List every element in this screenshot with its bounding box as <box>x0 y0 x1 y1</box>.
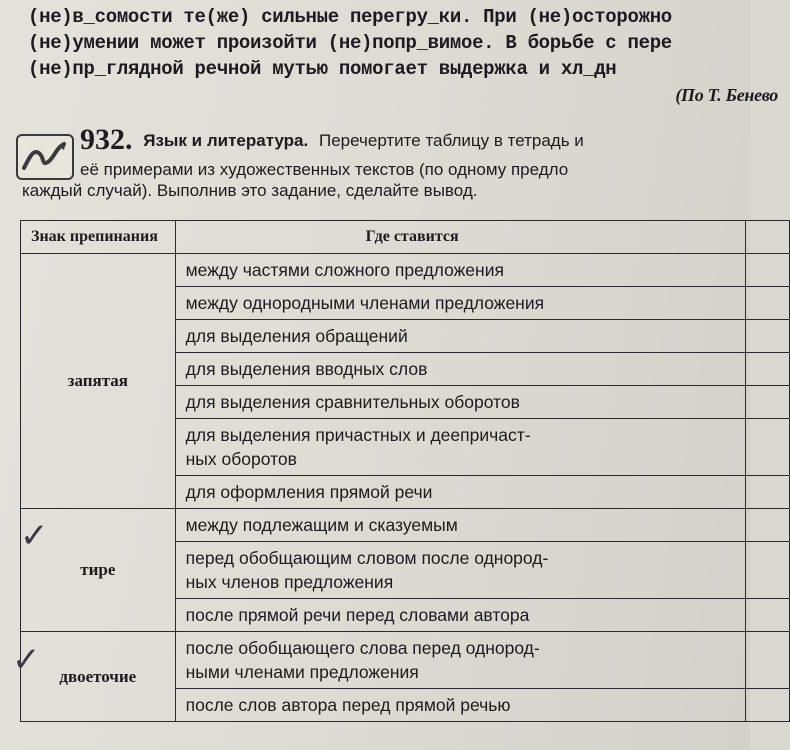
example-cell <box>746 254 790 287</box>
text-line-2: (не)умении может произойти (не)попр_вимое. В борьбе с пере <box>28 32 672 54</box>
usage-cell <box>175 632 746 689</box>
example-cell <box>746 476 790 509</box>
header-usage: Где ставится <box>175 221 746 254</box>
task-number: 932. <box>80 123 133 156</box>
example-cell <box>746 353 790 386</box>
punctuation-mark-cell: запятая <box>21 254 176 509</box>
usage-text-line: ными членами предложения <box>185 662 419 682</box>
usage-text-line: после прямой речи перед словами автора <box>185 605 530 625</box>
usage-cell <box>175 287 746 320</box>
punctuation-mark-cell: двоеточие <box>21 632 176 722</box>
usage-cell <box>175 476 746 509</box>
handwritten-check-mark-1: ✓ <box>20 516 49 556</box>
task-text-line-3: каждый случай). Выполнив это задание, сделайте вывод. <box>22 181 478 200</box>
punctuation-mark-cell: тире <box>21 509 176 632</box>
table-row <box>21 632 790 689</box>
usage-cell <box>175 419 746 476</box>
usage-cell <box>175 509 746 542</box>
previous-exercise-text <box>28 4 788 108</box>
table-row <box>21 254 790 287</box>
usage-text-line: для выделения сравнительных оборотов <box>185 392 520 412</box>
text-line-1: (не)в_сомости те(же) сильные перегру_ки. При (не)осторожно <box>28 6 672 28</box>
usage-text-line: между частями сложного предложения <box>185 260 504 280</box>
example-cell <box>746 419 790 476</box>
task-text-line-2: её примерами из художественных текстов (по одному предло <box>80 160 569 179</box>
usage-cell <box>175 254 746 287</box>
usage-text-line: перед обобщающим словом после однород- <box>185 548 549 568</box>
example-cell <box>746 386 790 419</box>
usage-text-line: после обобщающего слова перед однород- <box>185 638 540 658</box>
example-cell <box>746 320 790 353</box>
usage-text-line: для выделения обращений <box>185 326 408 346</box>
example-cell <box>746 509 790 542</box>
usage-text-line: для выделения причастных и деепричаст- <box>185 425 531 445</box>
example-cell <box>746 632 790 689</box>
usage-cell <box>175 689 746 722</box>
header-empty <box>746 221 790 254</box>
usage-cell <box>175 320 746 353</box>
task-title: Язык и литература. <box>143 131 309 150</box>
table-body <box>21 254 790 722</box>
handwritten-check-mark-2: ✓ <box>12 640 41 680</box>
usage-text-line: для оформления прямой речи <box>185 482 433 502</box>
usage-cell <box>175 353 746 386</box>
usage-cell <box>175 542 746 599</box>
usage-text-line: после слов автора перед прямой речью <box>185 695 511 715</box>
notebook-pen-icon <box>16 134 74 180</box>
usage-text-line: ных членов предложения <box>185 572 394 592</box>
header-mark: Знак препинания <box>21 221 176 254</box>
citation: (По Т. Бенево <box>675 85 778 105</box>
example-cell <box>746 542 790 599</box>
example-cell <box>746 599 790 632</box>
usage-text-line: между подлежащим и сказуемым <box>185 515 458 535</box>
example-cell <box>746 287 790 320</box>
example-cell <box>746 689 790 722</box>
table-header-row <box>21 221 790 254</box>
usage-text-line: для выделения вводных слов <box>185 359 428 379</box>
usage-text-line: ных оборотов <box>185 449 297 469</box>
usage-text-line: между однородными членами предложения <box>185 293 545 313</box>
usage-cell <box>175 599 746 632</box>
text-line-3: (не)пр_глядной речной мутью помогает выдержка и хл_дн <box>28 58 617 80</box>
task-text-line-1: Перечертите таблицу в тетрадь и <box>318 131 584 150</box>
task-header <box>80 123 584 156</box>
usage-cell <box>175 386 746 419</box>
punctuation-table <box>20 220 790 722</box>
table-row <box>21 509 790 542</box>
